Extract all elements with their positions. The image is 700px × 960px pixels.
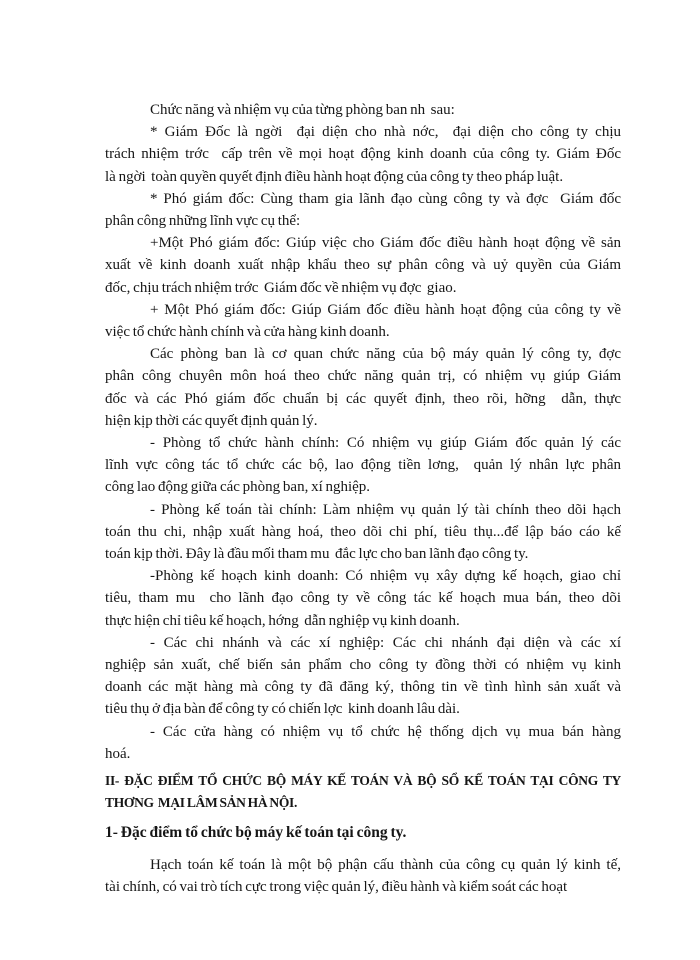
paragraph [105, 188, 621, 232]
text-line: tài chính, có vai trò tích cực trong việc quản lý, điều hành và kiểm soát các hoạt [105, 878, 568, 895]
paragraph [105, 343, 621, 432]
subsection-heading [105, 822, 621, 844]
paragraph [105, 121, 621, 188]
text-line: trách nhiệm trớc cấp trên về mọi hoạt động kinh doanh của công ty. Giám Đốc [105, 146, 621, 163]
text-line: lĩnh vực công tác tổ chức các bộ, lao động tiền lơng, quản lý nhân lực phân [105, 457, 621, 474]
text-line: phân công chuyên môn hoá theo chức năng quản trị, có nhiệm vụ giúp Giám [105, 368, 621, 385]
text-line: -Phòng kế hoạch kinh doanh: Có nhiệm vụ xây dựng kế hoạch, giao chỉ [150, 568, 621, 585]
text-line: phân công những lĩnh vực cụ thể: [105, 213, 301, 230]
text-line: - Các chi nhánh và các xí nghiệp: Các chi nhánh đại diện và các xí [150, 634, 621, 651]
text-line: - Phòng tổ chức hành chính: Có nhiệm vụ giúp Giám đốc quản lý các [150, 435, 621, 452]
text-line: đốc, chịu trách nhiệm trớc Giám đốc về nhiệm vụ đợc giao. [105, 279, 457, 296]
text-line: + Một Phó giám đốc: Giúp Giám đốc điều hành hoạt động của công ty về [150, 301, 621, 318]
text-line: toán kịp thời. Đây là đầu mối tham mu đắc lực cho ban lãnh đạo công ty. [105, 546, 529, 563]
paragraph [105, 565, 621, 632]
paragraph [105, 432, 621, 499]
text-line: thực hiện chỉ tiêu kế hoạch, hớng dẫn nghiệp vụ kinh doanh. [105, 612, 460, 629]
text-line: +Một Phó giám đốc: Giúp việc cho Giám đốc điều hành hoạt động về sản [150, 235, 621, 252]
paragraph [105, 232, 621, 299]
text-line: đốc và các Phó giám đốc chuẩn bị các quyết định, theo rõi, hỡng dẫn, thực [105, 390, 621, 407]
text-line: hoá. [105, 745, 131, 762]
text-line: Các phòng ban là cơ quan chức năng của bộ máy quản lý công ty, đợc [150, 346, 621, 363]
text-line: toán thu chi, nhập xuất hàng hoá, theo dõi chi phí, tiêu thụ...để lập báo cáo kế [105, 523, 621, 540]
paragraph [105, 854, 621, 898]
paragraph [105, 632, 621, 721]
text-line: - Phòng kế toán tài chính: Làm nhiệm vụ quản lý tài chính theo dõi hạch [150, 501, 621, 518]
text-line: - Các cửa hàng có nhiệm vụ tổ chức hệ thống dịch vụ mua bán hàng [150, 723, 621, 740]
text-line: THƠNG MẠI LÂM SẢN HÀ NỘI. [105, 795, 298, 811]
text-line: là ngời toàn quyền quyết định điều hành hoạt động của công ty theo pháp luật. [105, 168, 564, 185]
paragraph [105, 721, 621, 765]
paragraph [105, 299, 621, 343]
text-line: công lao động giữa các phòng ban, xí nghiệp. [105, 479, 371, 496]
text-line: II- ĐẶC ĐIỂM TỔ CHỨC BỘ MÁY KẾ TOÁN VÀ BỘ SỔ KẾ TOÁN TẠI CÔNG TY [105, 773, 621, 789]
text-line: 1- Đặc điểm tổ chức bộ máy kế toán tại công ty. [105, 823, 407, 841]
text-line: nghiệp sản xuất, chế biến sản phẩm cho công ty đồng thời có nhiệm vụ kinh [105, 657, 621, 674]
text-line: * Giám Đốc là ngời đại diện cho nhà nớc, đại diện cho công ty chịu [150, 124, 621, 141]
section-heading [105, 770, 621, 814]
document-body [105, 99, 621, 898]
text-line: tiêu thụ ở địa bàn để công ty có chiến lợc kinh doanh lâu dài. [105, 701, 460, 718]
paragraph [105, 99, 621, 121]
text-line: xuất về kinh doanh xuất nhập khẩu theo sự phân công và uỷ quyền của Giám [105, 257, 621, 274]
text-line: doanh các mặt hàng mà công ty đã đăng ký, thông tin về tình hình sản xuất và [105, 679, 621, 696]
text-line: hiện kịp thời các quyết định quản lý. [105, 412, 318, 429]
text-line: tiêu, tham mu cho lãnh đạo công ty về công tác kế hoạch mua bán, theo dõi [105, 590, 621, 607]
paragraph [105, 499, 621, 566]
text-line: việc tổ chức hành chính và cửa hàng kinh doanh. [105, 324, 390, 341]
text-line: Hạch toán kế toán là một bộ phận cấu thành của công cụ quản lý kinh tế, [150, 856, 621, 873]
text-line: * Phó giám đốc: Cùng tham gia lãnh đạo cùng công ty và đợc Giám đốc [150, 190, 621, 207]
text-line: Chức năng và nhiệm vụ của từng phòng ban nh sau: [150, 102, 455, 118]
